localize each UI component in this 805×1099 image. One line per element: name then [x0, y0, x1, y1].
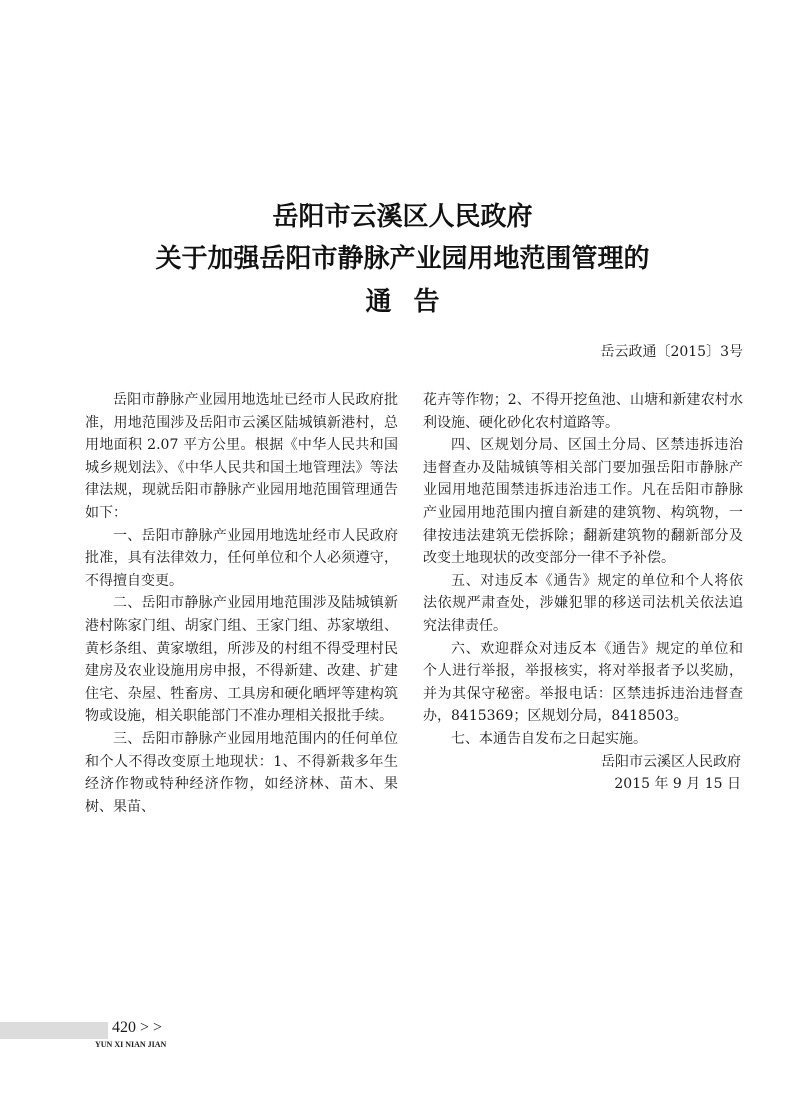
- paragraph-item-2: 二、岳阳市静脉产业园用地范围涉及陆城镇新港村陈家门组、胡家门组、王家门组、苏家墩组、黄杉条组、黄家墩组，所涉及的村组不得受理村民建房及农业设施用房申报，不得新建、改建、扩建住宅、杂屋、牲畜房、工具房和硬化晒坪等建构筑物或设施，相关职能部门不准办理相关报批手续。: [85, 595, 398, 725]
- left-column: [85, 389, 398, 818]
- paragraph-item-1: 一、岳阳市静脉产业园用地选址经市人民政府批准，具有法律效力，任何单位和个人必须遵守，不得擅自变更。: [85, 527, 398, 589]
- document-number: 岳云政通〔2015〕3号: [600, 344, 743, 360]
- paragraph-item-6: 六、欢迎群众对违反本《通告》规定的单位和个人进行举报，举报核实，将对举报者予以奖励，并为其保守秘密。举报电话：区禁违拆违治违督查办，8415369；区规划分局，8418503。: [423, 640, 743, 725]
- paragraph-item-3-continued: 花卉等作物；2、不得开挖鱼池、山塘和新建农村水利设施、硬化砂化农村道路等。: [423, 392, 743, 431]
- right-column: [423, 389, 743, 796]
- title-line-2: 关于加强岳阳市静脉产业园用地范围管理的: [155, 244, 650, 274]
- footer-bar: [0, 1022, 108, 1039]
- page-number: 420 > >: [112, 1019, 163, 1036]
- paragraph-item-5: 五、对违反本《通告》规定的单位和个人将依法依规严肃查处，涉嫌犯罪的移送司法机关依法追究法律责任。: [423, 572, 743, 634]
- signature-issuer: 岳阳市云溪区人民政府: [601, 753, 741, 770]
- signature-date: 2015 年 9 月 15 日: [614, 776, 741, 793]
- title-line-3: 通告: [365, 287, 462, 317]
- title-line-1: 岳阳市云溪区人民政府: [272, 202, 533, 232]
- paragraph-item-4: 四、区规划分局、区国土分局、区禁违拆违治违督查办及陆城镇等相关部门要加强岳阳市静脉产业园用地范围禁违拆违治违工作。凡在岳阳市静脉产业园用地范围内擅自新建的建筑物、构筑物，一律按违法建筑无偿拆除；翻新建筑物的翻新部分及改变土地现状的改变部分一律不予补偿。: [423, 437, 743, 567]
- paragraph-item-3: 三、岳阳市静脉产业园用地范围内的任何单位和个人不得改变原土地现状：1、不得新栽多年生经济作物或特种经济作物，如经济林、苗木、果树、果苗、: [85, 730, 398, 815]
- publication-name: YUN XI NIAN JIAN: [95, 1040, 167, 1049]
- paragraph-intro: 岳阳市静脉产业园用地选址已经市人民政府批准，用地范围涉及岳阳市云溪区陆城镇新港村，总用地面积 2.07 平方公里。根据《中华人民共和国城乡规划法》、《中华人民共和国土地管理法》等法律法规，现就岳阳市静脉产业园用地范围管理通告如下：: [85, 392, 398, 521]
- paragraph-item-7: 七、本通告自发布之日起实施。: [451, 730, 647, 747]
